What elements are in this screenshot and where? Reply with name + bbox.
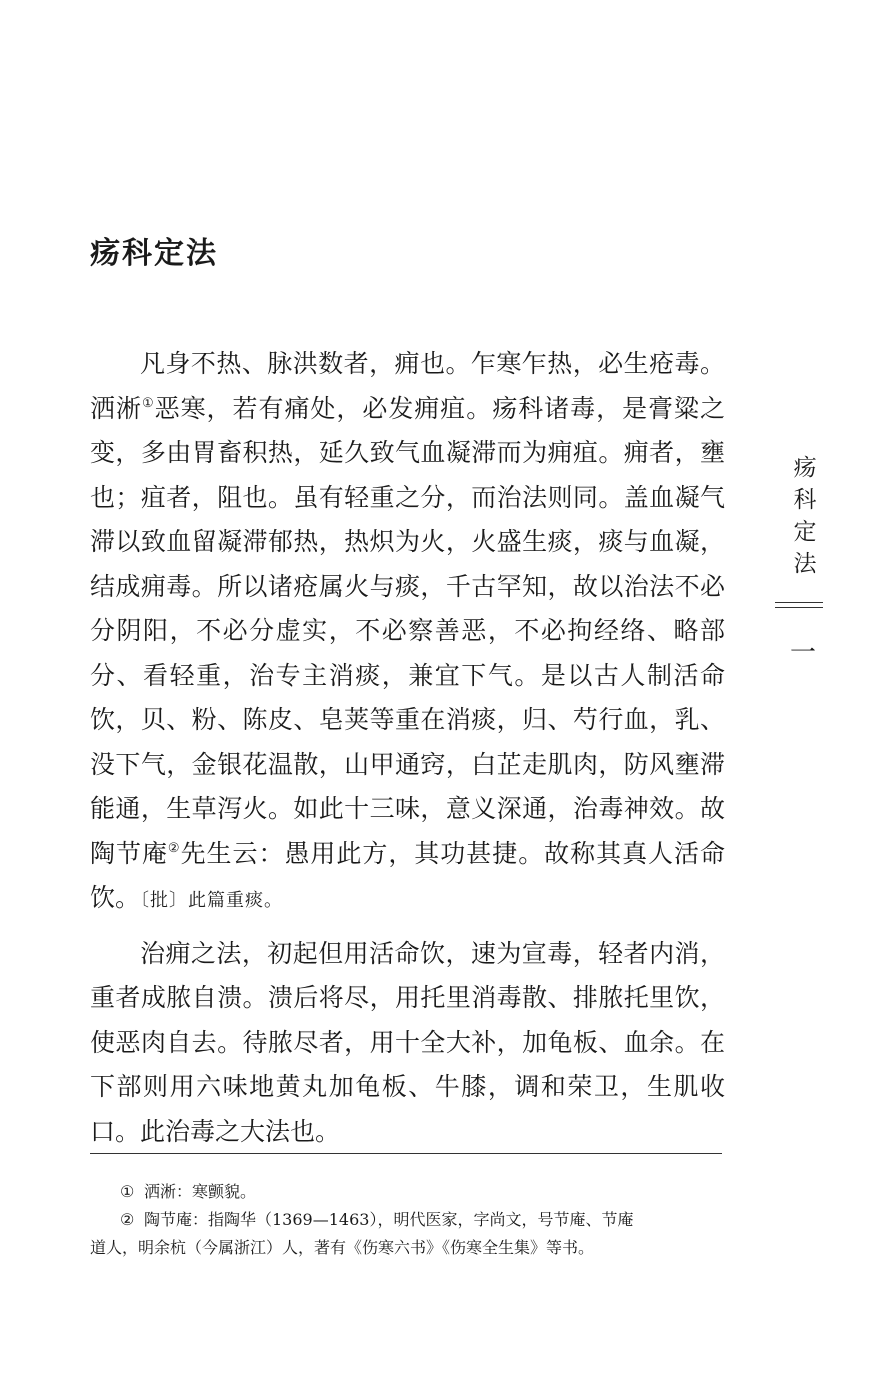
footnote-2 [90, 1206, 722, 1262]
running-header-char: 法 [793, 551, 817, 577]
text-line: 没下气，金银花温散，山甲通窍，白芷走肌肉，防风壅滞 [90, 749, 725, 779]
running-header-rule [775, 602, 823, 608]
term-text: 洒淅 [90, 393, 142, 423]
text-line [90, 876, 725, 924]
text-segment: 先生云：愚用此方，其功甚捷。故称其真人活命 [180, 838, 725, 868]
text-segment: 恶寒，若有痛处，必发痈疽。疡科诸毒，是膏粱之 [154, 393, 725, 423]
paragraph-1 [90, 342, 725, 924]
text-line: 结成痈毒。所以诸疮属火与痰，千古罕知，故以治法不必 [90, 571, 725, 601]
text-line: 治痈之法，初起但用活命饮，速为宣毒，轻者内消， [140, 938, 725, 968]
footnote-text: 陶节庵：指陶华（1369—1463），明代医家，字尚文，号节庵、节庵 [144, 1210, 634, 1229]
section-title: 疡科定法 [90, 236, 218, 271]
text-line: 下部则用六味地黄丸加龟板、牛膝，调和荣卫，生肌收 [90, 1072, 725, 1101]
text-line: 分阴阳，不必分虚实，不必察善恶，不必拘经络、略部 [90, 616, 725, 645]
footnote-divider [90, 1153, 722, 1154]
text-line: 重者成脓自溃。溃后将尽，用托里消毒散、排脓托里饮， [90, 983, 725, 1012]
running-header-char: 定 [793, 519, 817, 545]
text-line: 滞以致血留凝滞郁热，热炽为火，火盛生痰，痰与血凝， [90, 527, 725, 556]
text-line: 也；疽者，阻也。虽有轻重之分，而治法则同。盖血凝气 [90, 482, 725, 512]
footnote-text: 洒淅：寒颤貌。 [144, 1182, 257, 1201]
term-text: 陶节庵 [90, 838, 168, 868]
text-line [90, 832, 725, 877]
text-line: 能通，生草泻火。如此十三味，意义深通，治毒神效。故 [90, 794, 725, 823]
paragraph-2 [90, 932, 725, 1155]
footnote-ref-1[interactable]: ① [141, 395, 155, 411]
text-line: 分、看轻重，治专主消痰，兼宜下气。是以古人制活命 [90, 660, 725, 690]
footnote-1 [90, 1178, 722, 1206]
text-line: 口。此治毒之大法也。 [90, 1116, 341, 1146]
footnote-marker: ② [120, 1210, 135, 1229]
footnote-ref-2[interactable]: ② [167, 840, 181, 856]
running-header [793, 452, 817, 580]
text-line: 饮，贝、粉、陈皮、皂荚等重在消痰，归、芍行血，乳、 [90, 705, 725, 734]
footnote-marker: ① [120, 1182, 135, 1201]
footnote-text-continued: 道人，明余杭（今属浙江）人，著有《伤寒六书》《伤寒全生集》等书。 [90, 1238, 595, 1257]
text-line: 使恶肉自去。待脓尽者，用十全大补，加龟板、血余。在 [90, 1027, 725, 1057]
text-line: 凡身不热、脉洪数者，痈也。乍寒乍热，必生疮毒。 [140, 349, 725, 378]
footnotes [90, 1178, 722, 1262]
text-segment: 饮。 [90, 883, 141, 912]
main-text [90, 342, 725, 1162]
text-line [90, 387, 725, 432]
page-number: 一 [789, 638, 816, 668]
text-line: 变，多由胃畜积热，延久致气血凝滞而为痈疽。痈者，壅 [90, 438, 725, 467]
running-header-char: 科 [793, 487, 817, 513]
annotation-comment: 〔批〕此篇重痰。 [140, 890, 284, 911]
running-header-char: 疡 [793, 455, 817, 481]
